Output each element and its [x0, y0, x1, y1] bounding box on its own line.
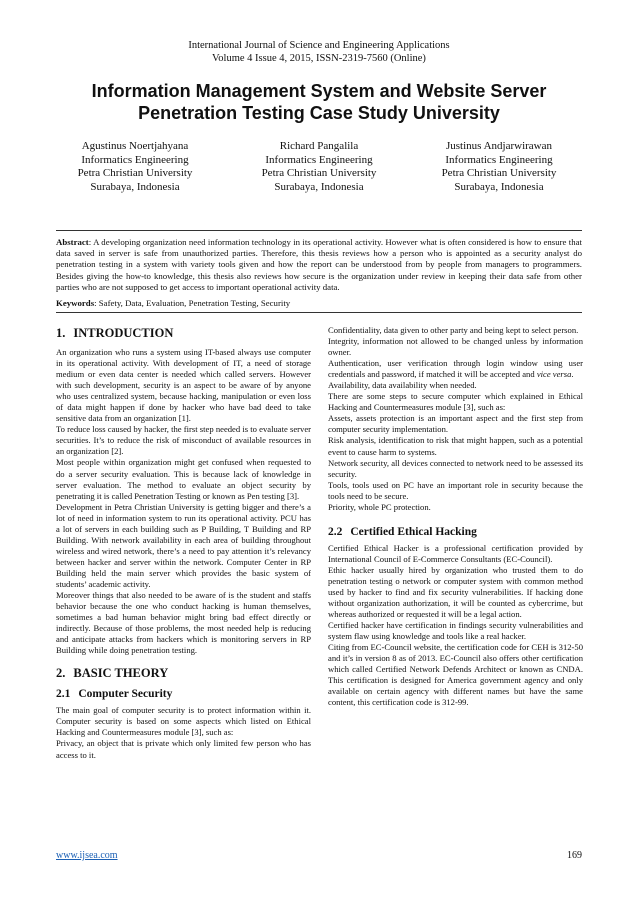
paragraph: Certified hacker have certification in findings security vulnerabilities and system flaw using knowledge and tools like a real hacker. [328, 620, 583, 642]
section-heading-basic-theory [56, 666, 311, 681]
paragraph: Ethic hacker usually hired by organization who trusted them to do penetration testing o network or computer system with common method used by hacker to find and fix security vulnerabilities. If hacking done without organization authorization, it will be counted as cybercrime, but whereas authorized or requested it will be a legal action. [328, 564, 583, 620]
keywords-text: : Safety, Data, Evaluation, Penetration Testing, Security [94, 298, 291, 308]
paragraph: Certified Ethical Hacker is a professional certification provided by International Council of E-Commerce Consultants (EC-Council). [328, 542, 583, 564]
section-title: INTRODUCTION [73, 326, 174, 340]
abstract-label: Abstract [56, 237, 89, 247]
paragraph: Citing from EC-Council website, the certification code for CEH is 312-50 and it’s in version 8 as of 2013. EC-Council also offers other certification which called Certified Network Defends Architect or known as CNDA. This certification is designed for America government agency and only available on certain agency with different names but have the same content, this certification code is 312-99. [328, 642, 583, 708]
section-heading-introduction [56, 326, 311, 341]
author-university: Petra Christian University [261, 167, 377, 180]
text-run: Authentication, user verification through login window using user credentials and password, if matched it will be accepted and [328, 358, 583, 380]
author-city: Surabaya, Indonesia [90, 180, 180, 193]
paragraph: Risk analysis, identification to risk that might happen, such as a potential event to cause harm to systems. [328, 435, 583, 457]
section-number: 2. [56, 666, 66, 681]
paragraph: Availability, data availability when needed. [328, 380, 477, 391]
section-title: BASIC THEORY [73, 666, 169, 681]
paragraph: Assets, assets protection is an important aspect and the first step from computer security implementation. [328, 413, 583, 435]
keywords-label: Keywords [56, 298, 95, 308]
author-department: Informatics Engineering [81, 153, 189, 166]
abstract-text: : A developing organization need information technology in its operational activity. However what is often considered is how to ensure that data saved in server is safe from unauthorized parties. Therefore, this thesis reviews how a person who is appointed as a security analyst do penetration testing in a system with variety tools given and how the report can be understood from by people from managers to programmers. Besides giving the how-to knowledge, this thesis also reviews how secure is the organization under review in keeping their data safe from other parties who are not supposed to get access to important operational activity data. [56, 237, 582, 292]
right-column [328, 325, 583, 709]
paragraph [328, 358, 583, 380]
author-university: Petra Christian University [77, 167, 193, 180]
subsection-number: 2.1 [56, 688, 71, 701]
abstract-top-rule [56, 230, 582, 231]
author-name: Justinus Andjarwirawan [445, 140, 552, 152]
paragraph: Network security, all devices connected to network need to be assessed its security. [328, 457, 583, 479]
author-city: Surabaya, Indonesia [274, 180, 364, 193]
author-city: Surabaya, Indonesia [454, 180, 544, 193]
page-number: 169 [567, 850, 582, 861]
journal-website-link[interactable]: www.ijsea.com [56, 850, 118, 861]
author-department: Informatics Engineering [445, 153, 553, 166]
title-line-1: Information Management System and Website Server [91, 81, 547, 101]
keywords [56, 298, 582, 309]
subsection-heading-computer-security [56, 687, 311, 701]
paragraph: Most people within organization might get confused when requested to do a server security evaluation. This is because lack of knowledge in server evaluation. The method to evaluate an object security by penetrating it is called Penetration Testing or known as Pen testing [3]. [56, 457, 311, 501]
author-name: Richard Pangalila [279, 140, 359, 152]
paragraph: Priority, whole PC protection. [328, 501, 431, 512]
journal-header [0, 39, 638, 65]
abstract [56, 237, 582, 293]
author-block-3 [404, 140, 594, 194]
section-number: 1. [56, 326, 66, 340]
paragraph: Development in Petra Christian University is getting bigger and there’s a lot of need in information system to run its operational activity. PCU has a lot of servers in each building such as P Building, T Building and RP Building. With network availability in each area of building throughout wireless and wired network, there’s a need to pay attention it’s relevancy between hacker and server within the network. Computer Center in RP Building held the main server which provides the basic system of students’ academic activity. [56, 501, 311, 589]
paragraph: To reduce loss caused by hacker, the first step needed is to evaluate server securities. It’s to reduce the risk of misconduct of available resources in an organization [2]. [56, 424, 311, 457]
journal-name: International Journal of Science and Engineering Applications [188, 40, 450, 51]
paragraph: Privacy, an object that is private which only limited few person who has access to it. [56, 738, 311, 760]
paragraph: An organization who runs a system using IT-based always use computer in its operational activity. With development of IT, a need of storage medium or even data center is needed which called servers. However with such development, security is an aspect to be aware of by anyone who uses centralized system, because hacking, manipulation or even loss of data might happen if done by hacker who have bad deed to take sensitive data from an organization [1]. [56, 347, 311, 424]
text-run: . [571, 369, 574, 380]
paper-title [50, 80, 588, 124]
author-department: Informatics Engineering [265, 153, 373, 166]
subsection-number: 2.2 [328, 525, 343, 538]
italic-text: vice versa [536, 369, 572, 380]
page-footer [56, 850, 582, 862]
subsection-title: Certified Ethical Hacking [350, 525, 477, 538]
paragraph: Tools, tools used on PC have an important role in security because the tools need to be secure. [328, 479, 583, 501]
paragraph: Integrity, information not allowed to be changed unless by information owner. [328, 336, 583, 358]
paragraph: There are some steps to secure computer which explained in Ethical Hacking and Countermeasures module [3], such as: [328, 391, 583, 413]
left-column [56, 322, 311, 761]
author-university: Petra Christian University [441, 167, 557, 180]
subsection-title: Computer Security [78, 688, 173, 701]
author-block-1 [40, 140, 230, 194]
paragraph: Moreover things that also needed to be aware of is the student and staffs behavior because the one who conduct hacking is human themselves, sometimes a bad human behavior might bring bad effect directly or indirectly. Because of those problems, the most needed help is reducing and anticipate attacks from hackers which is monitoring servers in RP Building while doing penetration testing. [56, 590, 311, 656]
title-line-2: Penetration Testing Case Study University [138, 103, 500, 123]
author-block-2 [224, 140, 414, 194]
paragraph: The main goal of computer security is to protect information within it. Computer security is based on some aspects which listed on Ethical Hacking and Countermeasures module [3], such as: [56, 705, 311, 738]
author-name: Agustinus Noertjahyana [81, 140, 189, 152]
paragraph: Confidentiality, data given to other party and being kept to select person. [328, 325, 579, 335]
subsection-heading-certified-ethical-hacking [328, 525, 583, 539]
keywords-bottom-rule [56, 312, 582, 313]
journal-volume: Volume 4 Issue 4, 2015, ISSN-2319-7560 (Online) [212, 53, 426, 64]
